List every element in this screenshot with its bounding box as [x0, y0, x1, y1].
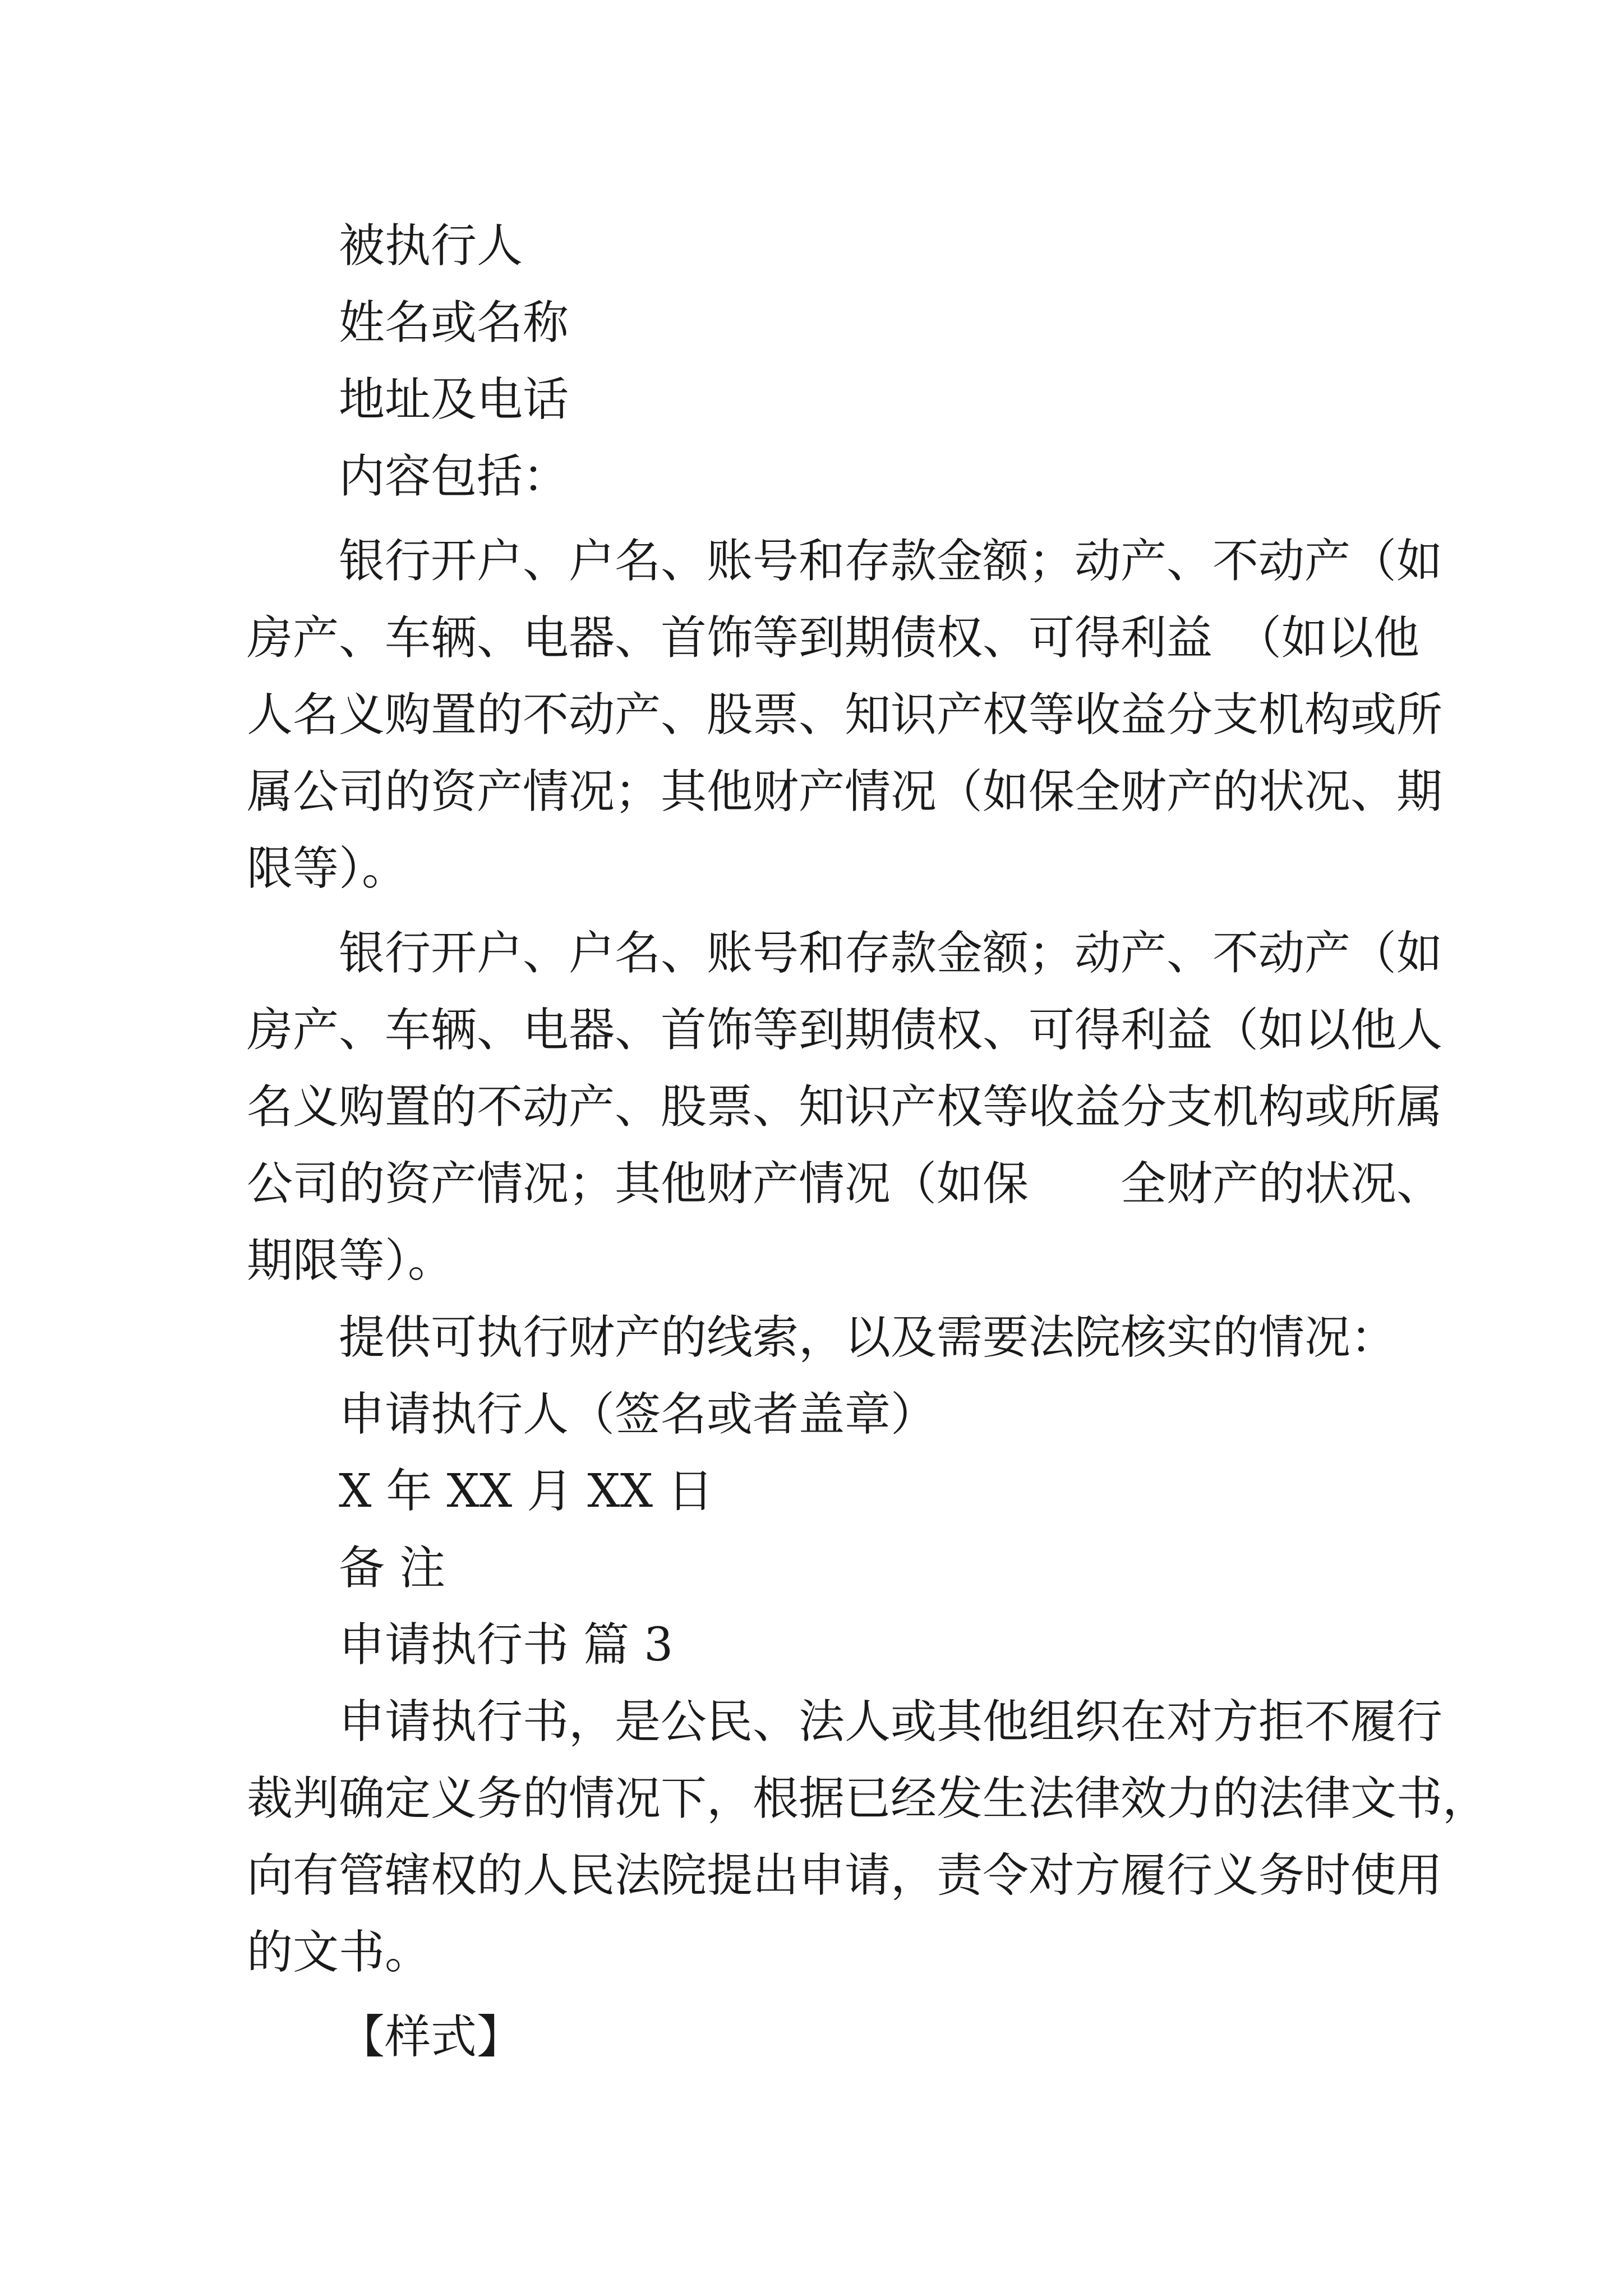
document-body — [247, 208, 1489, 2076]
paragraph-line: 房产、车辆、电器、首饰等到期债权、可得利益（如以他人 — [247, 1004, 1443, 1057]
paragraph-line: 公司的资产情况；其他财产情况（如保 全财产的状况、 — [247, 1157, 1443, 1211]
paragraph-line: 属公司的资产情况；其他财产情况（如保全财产的状况、期 — [247, 765, 1443, 818]
paragraph-line: 银行开户、户名、账号和存款金额；动产、不动产（如 — [339, 927, 1443, 980]
label-name: 姓名或名称 — [339, 296, 569, 349]
remarks-label: 备 注 — [339, 1542, 446, 1595]
paragraph-line: 期限等）。 — [247, 1234, 454, 1287]
spacer — [247, 1991, 1380, 1999]
label-respondent: 被执行人 — [339, 219, 523, 273]
clue-label: 提供可执行财产的线索，以及需要法院核实的情况： — [339, 1311, 1397, 1364]
date-line: X 年 XX 月 XX 日 — [339, 1465, 714, 1518]
paragraph-line: 银行开户、户名、账号和存款金额；动产、不动产（如 — [339, 535, 1443, 588]
spacer — [247, 907, 1380, 915]
paragraph-line: 人名义购置的不动产、股票、知识产权等收益分支机构或所 — [247, 688, 1443, 742]
signature-label: 申请执行人（签名或者盖章） — [339, 1388, 937, 1441]
paragraph-line: 的文书。 — [247, 1926, 431, 1979]
paragraph-line: 裁判确定义务的情况下，根据已经发生法律效力的法律文书， — [247, 1772, 1489, 1825]
paragraph-line: 向有管辖权的人民法院提出申请，责令对方履行义务时使用 — [247, 1849, 1443, 1902]
label-contents: 内容包括： — [339, 450, 569, 503]
template-heading: 【样式】 — [339, 2010, 523, 2064]
paragraph-line: 申请执行书，是公民、法人或其他组织在对方拒不履行 — [339, 1695, 1443, 1749]
section-heading: 申请执行书 篇 3 — [339, 1618, 674, 1672]
paragraph-line: 房产、车辆、电器、首饰等到期债权、可得利益 （如以他 — [247, 611, 1420, 665]
label-address-phone: 地址及电话 — [339, 373, 569, 426]
paragraph-line: 名义购置的不动产、股票、知识产权等收益分支机构或所属 — [247, 1080, 1443, 1134]
spacer — [247, 515, 1380, 523]
paragraph-line: 限等）。 — [247, 842, 408, 895]
